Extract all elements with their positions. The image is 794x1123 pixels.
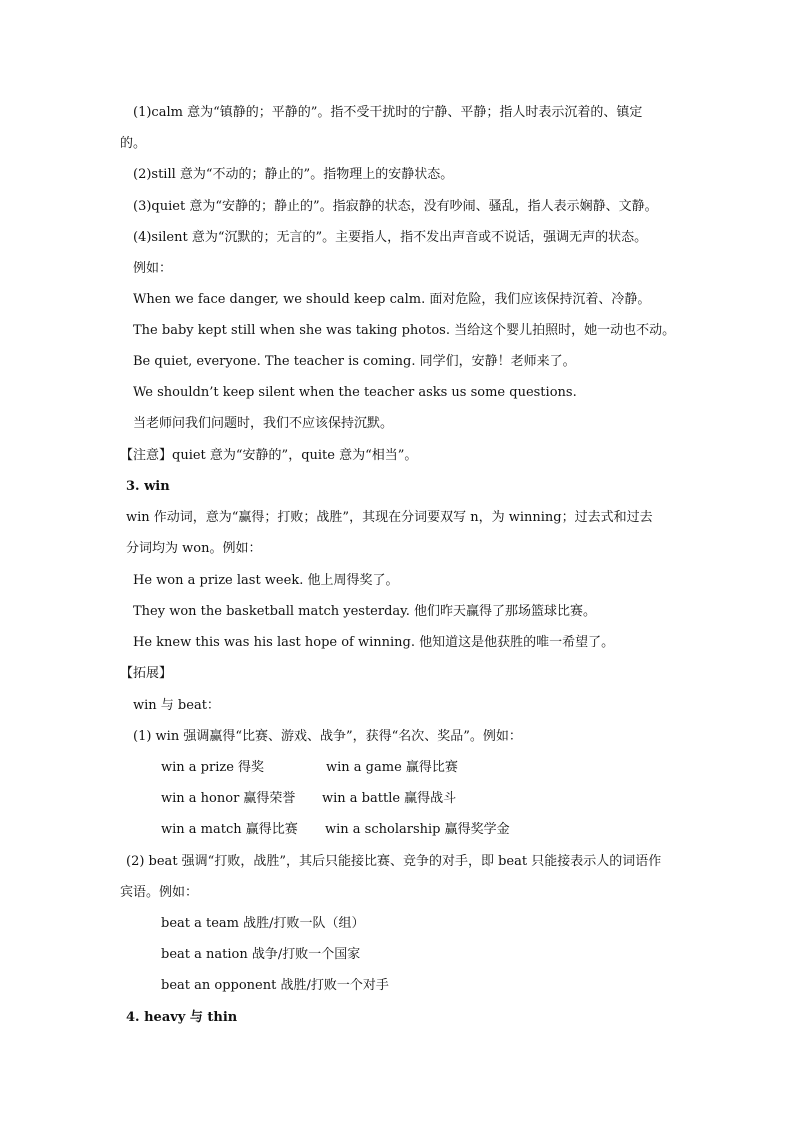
calm-definition-line-2: 的。 [120,136,147,151]
note-quiet-quite: 【注意】quiet 意为“安静的”，quite 意为“相当”。 [120,448,418,463]
beat-example-item: beat a team 战胜/打败一队（组） [161,916,365,931]
example-label: 例如： [133,261,173,276]
win-usage-point: (1) win 强调赢得“比赛、游戏、战争”，获得“名次、奖品”。例如： [133,729,522,744]
win-example-item: win a honor 赢得荣誉 [161,791,296,806]
beat-example-item: beat an opponent 战胜/打败一个对手 [161,978,389,993]
calm-example: When we face danger, we should keep calm. 面对危险，我们应该保持沉着、冷静。 [133,292,651,307]
beat-example-item: beat a nation 战争/打败一个国家 [161,947,361,962]
win-example-item: win a game 赢得比赛 [326,760,458,775]
win-beat-compare-title: win 与 beat： [133,698,220,713]
win-example-item: win a prize 得奖 [161,760,265,775]
still-definition: (2)still 意为“不动的；静止的”。指物理上的安静状态。 [133,167,454,182]
beat-usage-point-line-1: (2) beat 强调“打败，战胜”，其后只能接比赛、竞争的对手，即 beat 只能接表示人的词语作 [126,854,662,869]
section-heading-heavy-thin: 4. heavy 与 thin [126,1010,238,1025]
win-example-2: They won the basketball match yesterday. 他们昨天赢得了那场篮球比赛。 [133,604,597,619]
quiet-example: Be quiet, everyone. The teacher is coming. 同学们，安静！老师来了。 [133,354,576,369]
quiet-definition: (3)quiet 意为“安静的；静止的”。指寂静的状态，没有吵闹、骚乱，指人表示娴静、文静。 [133,199,658,214]
extension-label: 【拓展】 [120,666,173,681]
win-example-item: win a match 赢得比赛 [161,822,298,837]
win-description-line-1: win 作动词，意为“赢得；打败；战胜”，其现在分词要双写 n，为 winning；过去式和过去 [126,510,653,525]
win-example-item: win a scholarship 赢得奖学金 [325,822,510,837]
win-example-1: He won a prize last week. 他上周得奖了。 [133,573,399,588]
win-description-line-2: 分词均为 won。例如： [126,541,262,556]
silent-example-translation: 当老师问我们问题时，我们不应该保持沉默。 [133,416,394,431]
beat-usage-point-line-2: 宾语。例如： [120,885,199,900]
section-heading-win: 3. win [126,479,170,494]
win-example-3: He knew this was his last hope of winning. 他知道这是他获胜的唯一希望了。 [133,635,615,650]
silent-example: We shouldn’t keep silent when the teacher asks us some questions. [133,385,577,400]
calm-definition-line-1: (1)calm 意为“镇静的；平静的”。指不受干扰时的宁静、平静；指人时表示沉着的、镇定 [133,105,643,120]
win-example-item: win a battle 赢得战斗 [322,791,457,806]
silent-definition: (4)silent 意为“沉默的；无言的”。主要指人，指不发出声音或不说话，强调无声的状态。 [133,230,648,245]
still-example: The baby kept still when she was taking photos. 当给这个婴儿拍照时，她一动也不动。 [133,323,676,338]
